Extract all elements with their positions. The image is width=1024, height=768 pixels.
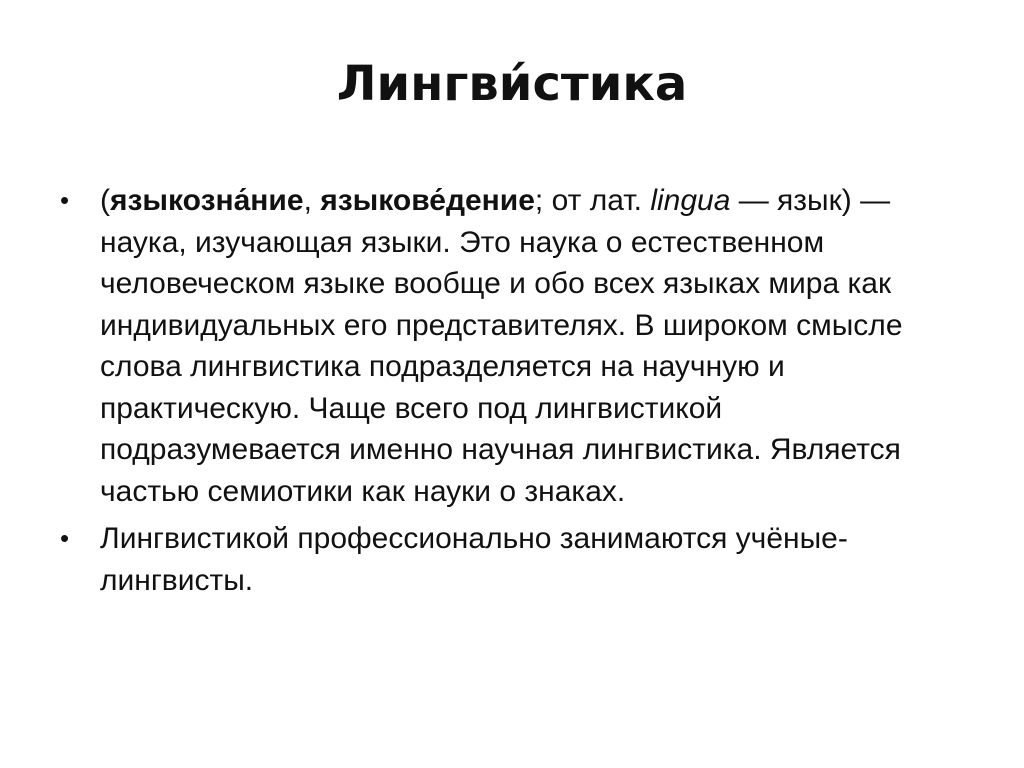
term-yazykovedenie: языкове́дение: [320, 184, 535, 217]
text-comma: ,: [303, 184, 321, 217]
bullet-item-definition: [60, 180, 960, 512]
bullet-list: [60, 180, 960, 607]
text-from-latin: ; от лат.: [534, 184, 651, 217]
term-yazykoznanie: языкозна́ние: [110, 184, 304, 217]
bullet-marker: •: [60, 185, 70, 215]
slide-title: Лингви́стика: [336, 56, 688, 112]
bullet-item-linguists: [60, 518, 960, 601]
linguists-text: Лингвистикой профессионально занимаются учёные-лингвисты.: [100, 522, 848, 597]
text-open-paren: (: [100, 184, 110, 217]
definition-text: — язык) — наука, изучающая языки. Это наука о естественном человеческом языке вообще и обо всех языках мира как индивидуальных его представителях. В широком смысле слова лингвистика подразделяется на научную и практическую. Чаще всего под лингвистикой подразумевается именно научная лингвистика. Является частью семиотики как науки о знаках.: [100, 184, 903, 508]
bullet-marker: •: [60, 523, 70, 553]
latin-word: lingua: [650, 184, 731, 217]
